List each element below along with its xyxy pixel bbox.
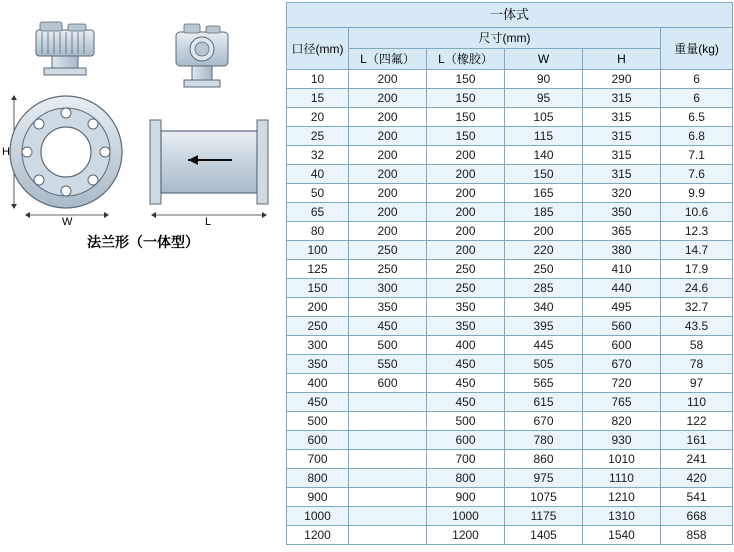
table-row [287, 184, 733, 203]
header-diameter: 口径(mm) [287, 28, 349, 70]
cell-weight: 97 [661, 374, 733, 393]
cell-l_rubber: 450 [427, 393, 505, 412]
table-row [287, 203, 733, 222]
cell-l_ptfe: 200 [349, 108, 427, 127]
cell-diameter: 300 [287, 336, 349, 355]
cell-weight: 6.8 [661, 127, 733, 146]
cell-h: 1540 [583, 526, 661, 545]
cell-h: 670 [583, 355, 661, 374]
cell-diameter: 1000 [287, 507, 349, 526]
cell-diameter: 200 [287, 298, 349, 317]
cell-w: 1075 [505, 488, 583, 507]
cell-w: 1405 [505, 526, 583, 545]
table-title: 一体式 [287, 3, 733, 28]
cell-l_ptfe [349, 488, 427, 507]
cell-l_rubber: 200 [427, 241, 505, 260]
table-row [287, 108, 733, 127]
cell-w: 250 [505, 260, 583, 279]
cell-l_rubber: 250 [427, 260, 505, 279]
cell-h: 1110 [583, 469, 661, 488]
table-title-row [287, 3, 733, 28]
cell-weight: 6 [661, 70, 733, 89]
cell-weight: 24.6 [661, 279, 733, 298]
cell-l_rubber: 800 [427, 469, 505, 488]
cell-diameter: 15 [287, 89, 349, 108]
cell-l_ptfe [349, 526, 427, 545]
cell-w: 90 [505, 70, 583, 89]
cell-weight: 7.6 [661, 165, 733, 184]
product-diagram [0, 0, 286, 552]
table-row [287, 165, 733, 184]
cell-h: 765 [583, 393, 661, 412]
cell-w: 340 [505, 298, 583, 317]
cell-diameter: 450 [287, 393, 349, 412]
cell-l_rubber: 700 [427, 450, 505, 469]
cell-h: 930 [583, 431, 661, 450]
cell-h: 410 [583, 260, 661, 279]
header-l-rubber: L（橡胶） [427, 49, 505, 70]
cell-w: 860 [505, 450, 583, 469]
header-w: W [505, 49, 583, 70]
cell-l_rubber: 600 [427, 431, 505, 450]
cell-diameter: 150 [287, 279, 349, 298]
cell-h: 315 [583, 89, 661, 108]
cell-h: 315 [583, 127, 661, 146]
cell-w: 780 [505, 431, 583, 450]
cell-w: 200 [505, 222, 583, 241]
cell-w: 95 [505, 89, 583, 108]
spec-table-wrap [286, 2, 732, 545]
cell-l_ptfe [349, 450, 427, 469]
table-row [287, 241, 733, 260]
cell-l_ptfe: 200 [349, 184, 427, 203]
cell-l_rubber: 1200 [427, 526, 505, 545]
table-row [287, 146, 733, 165]
cell-weight: 668 [661, 507, 733, 526]
cell-l_rubber: 200 [427, 203, 505, 222]
cell-l_ptfe: 300 [349, 279, 427, 298]
cell-l_ptfe [349, 507, 427, 526]
cell-l_rubber: 900 [427, 488, 505, 507]
table-row [287, 507, 733, 526]
cell-diameter: 125 [287, 260, 349, 279]
cell-w: 395 [505, 317, 583, 336]
cell-h: 315 [583, 146, 661, 165]
cell-weight: 58 [661, 336, 733, 355]
cell-diameter: 25 [287, 127, 349, 146]
cell-l_ptfe: 200 [349, 127, 427, 146]
table-row [287, 469, 733, 488]
cell-l_ptfe [349, 469, 427, 488]
cell-weight: 43.5 [661, 317, 733, 336]
table-row [287, 412, 733, 431]
cell-l_ptfe [349, 412, 427, 431]
cell-l_ptfe: 200 [349, 146, 427, 165]
cell-l_rubber: 400 [427, 336, 505, 355]
cell-l_rubber: 500 [427, 412, 505, 431]
cell-l_rubber: 1000 [427, 507, 505, 526]
cell-weight: 9.9 [661, 184, 733, 203]
cell-w: 445 [505, 336, 583, 355]
cell-weight: 420 [661, 469, 733, 488]
cell-diameter: 80 [287, 222, 349, 241]
cell-w: 185 [505, 203, 583, 222]
table-row [287, 526, 733, 545]
cell-l_rubber: 150 [427, 70, 505, 89]
cell-weight: 161 [661, 431, 733, 450]
cell-diameter: 400 [287, 374, 349, 393]
cell-l_rubber: 350 [427, 298, 505, 317]
cell-h: 495 [583, 298, 661, 317]
cell-w: 150 [505, 165, 583, 184]
cell-w: 165 [505, 184, 583, 203]
cell-w: 975 [505, 469, 583, 488]
table-row [287, 127, 733, 146]
cell-l_rubber: 150 [427, 127, 505, 146]
flange-side-view-icon [150, 24, 268, 204]
cell-l_ptfe: 250 [349, 260, 427, 279]
cell-h: 1010 [583, 450, 661, 469]
table-row [287, 260, 733, 279]
table-row [287, 222, 733, 241]
cell-h: 380 [583, 241, 661, 260]
cell-diameter: 10 [287, 70, 349, 89]
cell-l_rubber: 200 [427, 222, 505, 241]
cell-l_ptfe: 250 [349, 241, 427, 260]
cell-l_rubber: 350 [427, 317, 505, 336]
cell-weight: 14.7 [661, 241, 733, 260]
cell-h: 820 [583, 412, 661, 431]
cell-diameter: 50 [287, 184, 349, 203]
cell-w: 220 [505, 241, 583, 260]
cell-diameter: 65 [287, 203, 349, 222]
cell-w: 285 [505, 279, 583, 298]
cell-w: 615 [505, 393, 583, 412]
cell-w: 565 [505, 374, 583, 393]
cell-l_ptfe: 350 [349, 298, 427, 317]
cell-weight: 6.5 [661, 108, 733, 127]
diagram-caption: 法兰形（一体型） [87, 234, 199, 250]
spec-table-body [287, 70, 733, 545]
table-row [287, 355, 733, 374]
table-row [287, 450, 733, 469]
cell-weight: 858 [661, 526, 733, 545]
cell-l_ptfe: 200 [349, 203, 427, 222]
cell-diameter: 800 [287, 469, 349, 488]
cell-weight: 122 [661, 412, 733, 431]
cell-weight: 241 [661, 450, 733, 469]
table-row [287, 317, 733, 336]
cell-h: 720 [583, 374, 661, 393]
cell-h: 560 [583, 317, 661, 336]
cell-l_rubber: 200 [427, 184, 505, 203]
cell-l_ptfe [349, 393, 427, 412]
cell-h: 320 [583, 184, 661, 203]
cell-l_ptfe: 200 [349, 70, 427, 89]
cell-l_rubber: 150 [427, 89, 505, 108]
cell-h: 600 [583, 336, 661, 355]
cell-l_ptfe: 550 [349, 355, 427, 374]
cell-l_rubber: 450 [427, 374, 505, 393]
cell-weight: 17.9 [661, 260, 733, 279]
cell-h: 315 [583, 108, 661, 127]
table-row [287, 279, 733, 298]
cell-l_ptfe [349, 431, 427, 450]
cell-l_rubber: 200 [427, 165, 505, 184]
cell-h: 365 [583, 222, 661, 241]
cell-w: 115 [505, 127, 583, 146]
table-row [287, 298, 733, 317]
cell-diameter: 900 [287, 488, 349, 507]
table-row [287, 488, 733, 507]
header-size-group: 尺寸(mm) [349, 28, 661, 49]
cell-diameter: 1200 [287, 526, 349, 545]
table-row [287, 70, 733, 89]
cell-l_ptfe: 200 [349, 165, 427, 184]
cell-w: 670 [505, 412, 583, 431]
cell-diameter: 32 [287, 146, 349, 165]
dimension-label-l: L [205, 216, 212, 228]
cell-diameter: 250 [287, 317, 349, 336]
cell-l_ptfe: 500 [349, 336, 427, 355]
cell-l_rubber: 250 [427, 279, 505, 298]
cell-w: 505 [505, 355, 583, 374]
cell-l_ptfe: 450 [349, 317, 427, 336]
cell-h: 290 [583, 70, 661, 89]
cell-l_rubber: 200 [427, 146, 505, 165]
header-weight: 重量(kg) [661, 28, 733, 70]
cell-l_rubber: 450 [427, 355, 505, 374]
cell-h: 315 [583, 165, 661, 184]
table-row [287, 431, 733, 450]
cell-w: 140 [505, 146, 583, 165]
cell-diameter: 20 [287, 108, 349, 127]
cell-weight: 10.6 [661, 203, 733, 222]
cell-weight: 7.1 [661, 146, 733, 165]
cell-h: 350 [583, 203, 661, 222]
flowmeter-drawing [0, 0, 286, 232]
dimension-label-h: H [2, 146, 10, 158]
cell-l_ptfe: 200 [349, 89, 427, 108]
cell-w: 1175 [505, 507, 583, 526]
cell-weight: 110 [661, 393, 733, 412]
flange-front-view-icon [10, 22, 122, 208]
cell-weight: 32.7 [661, 298, 733, 317]
cell-weight: 541 [661, 488, 733, 507]
cell-l_ptfe: 200 [349, 222, 427, 241]
dimension-label-w: W [62, 216, 73, 228]
cell-diameter: 100 [287, 241, 349, 260]
spec-table-head [287, 3, 733, 70]
table-row [287, 336, 733, 355]
header-l-ptfe: L（四氟） [349, 49, 427, 70]
cell-diameter: 40 [287, 165, 349, 184]
cell-weight: 78 [661, 355, 733, 374]
cell-h: 440 [583, 279, 661, 298]
table-group-header-row [287, 28, 733, 49]
cell-diameter: 500 [287, 412, 349, 431]
header-h: H [583, 49, 661, 70]
cell-h: 1310 [583, 507, 661, 526]
cell-l_ptfe: 600 [349, 374, 427, 393]
cell-w: 105 [505, 108, 583, 127]
table-row [287, 393, 733, 412]
cell-diameter: 700 [287, 450, 349, 469]
cell-h: 1210 [583, 488, 661, 507]
cell-diameter: 350 [287, 355, 349, 374]
cell-diameter: 600 [287, 431, 349, 450]
cell-weight: 6 [661, 89, 733, 108]
table-row [287, 374, 733, 393]
spec-table [286, 2, 733, 545]
cell-l_rubber: 150 [427, 108, 505, 127]
table-row [287, 89, 733, 108]
cell-weight: 12.3 [661, 222, 733, 241]
